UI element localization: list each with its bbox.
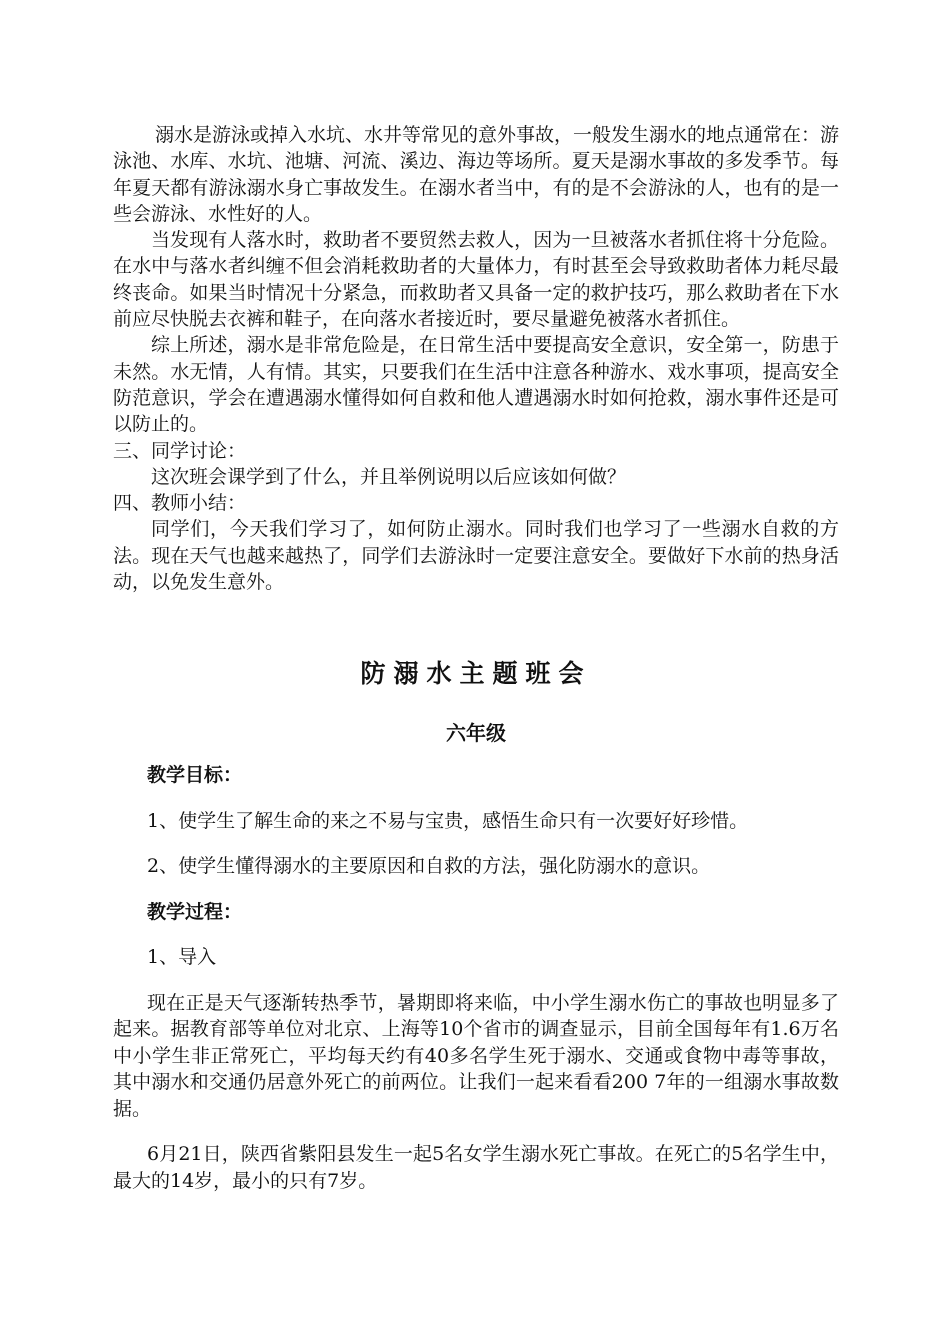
paragraph-statistics: 现在正是天气逐渐转热季节，暑期即将来临，中小学生溺水伤亡的事故也明显多了起来。据教育部等单位对北京、上海等10个省市的调查显示，目前全国每年有1.6万名中小学生非正常死亡，平均每天约有40多名学生死于溺水、交通或食物中毒等事故，其中溺水和交通仍居意外死亡的前两位。让我们一起来看看200 7年的一组溺水事故数据。 bbox=[113, 991, 839, 1120]
lesson-plan-body bbox=[113, 762, 839, 1213]
step-intro-heading: 1、导入 bbox=[147, 946, 217, 968]
teaching-goal-2: 2、使学生懂得溺水的主要原因和自救的方法，强化防溺水的意识。 bbox=[147, 855, 711, 877]
paragraph-discussion: 这次班会课学到了什么，并且举例说明以后应该如何做？ bbox=[151, 465, 627, 488]
section-heading-teacher-summary: 四、教师小结： bbox=[113, 492, 247, 515]
document-page bbox=[113, 122, 840, 1192]
page-subtitle: 六年级 bbox=[446, 721, 506, 745]
section-heading-discussion: 三、同学讨论： bbox=[113, 439, 247, 462]
paragraph-case-ziyang: 6月21日，陕西省紫阳县发生一起5名女学生溺水死亡事故。在死亡的5名学生中，最大的14岁，最小的只有7岁。 bbox=[113, 1143, 839, 1192]
paragraph-teacher-summary: 同学们，今天我们学习了，如何防止溺水。同时我们也学习了一些溺水自救的方法。现在天气也越来越热了，同学们去游泳时一定要注意安全。要做好下水前的热身活动，以免发生意外。 bbox=[113, 518, 839, 594]
teaching-goals-heading: 教学目标： bbox=[147, 764, 243, 786]
teaching-process-heading: 教学过程： bbox=[147, 900, 243, 923]
page-title: 防溺水主题班会 bbox=[360, 659, 592, 688]
teaching-goal-1: 1、使学生了解生命的来之不易与宝贵，感悟生命只有一次要好好珍惜。 bbox=[147, 809, 749, 832]
paragraph-summary: 综上所述，溺水是非常危险是，在日常生活中要提高安全意识，安全第一，防患于未然。水无情，人有情。其实，只要我们在生活中注意各种游水、戏水事项，提高安全防范意识，学会在遭遇溺水懂得如何自救和他人遭遇溺水时如何抢救，溺水事件还是可以防止的。 bbox=[113, 334, 839, 436]
paragraph-drowning-intro: 溺水是游泳或掉入水坑、水井等常见的意外事故，一般发生溺水的地点通常在：游泳池、水库、水坑、池塘、河流、溪边、海边等场所。夏天是溺水事故的多发季节。每年夏天都有游泳溺水身亡事故发生。在溺水者当中，有的是不会游泳的人，也有的是一些会游泳、水性好的人。 bbox=[113, 124, 840, 225]
paragraph-rescue-advice: 当发现有人落水时，救助者不要贸然去救人，因为一旦被落水者抓住将十分危险。在水中与落水者纠缠不但会消耗救助者的大量体力，有时甚至会导致救助者体力耗尽最终丧命。如果当时情况十分紧急，而救助者又具备一定的救护技巧，那么救助者在下水前应尽快脱去衣裤和鞋子，在向落水者接近时，要尽量避免被落水者抓住。 bbox=[113, 229, 839, 331]
